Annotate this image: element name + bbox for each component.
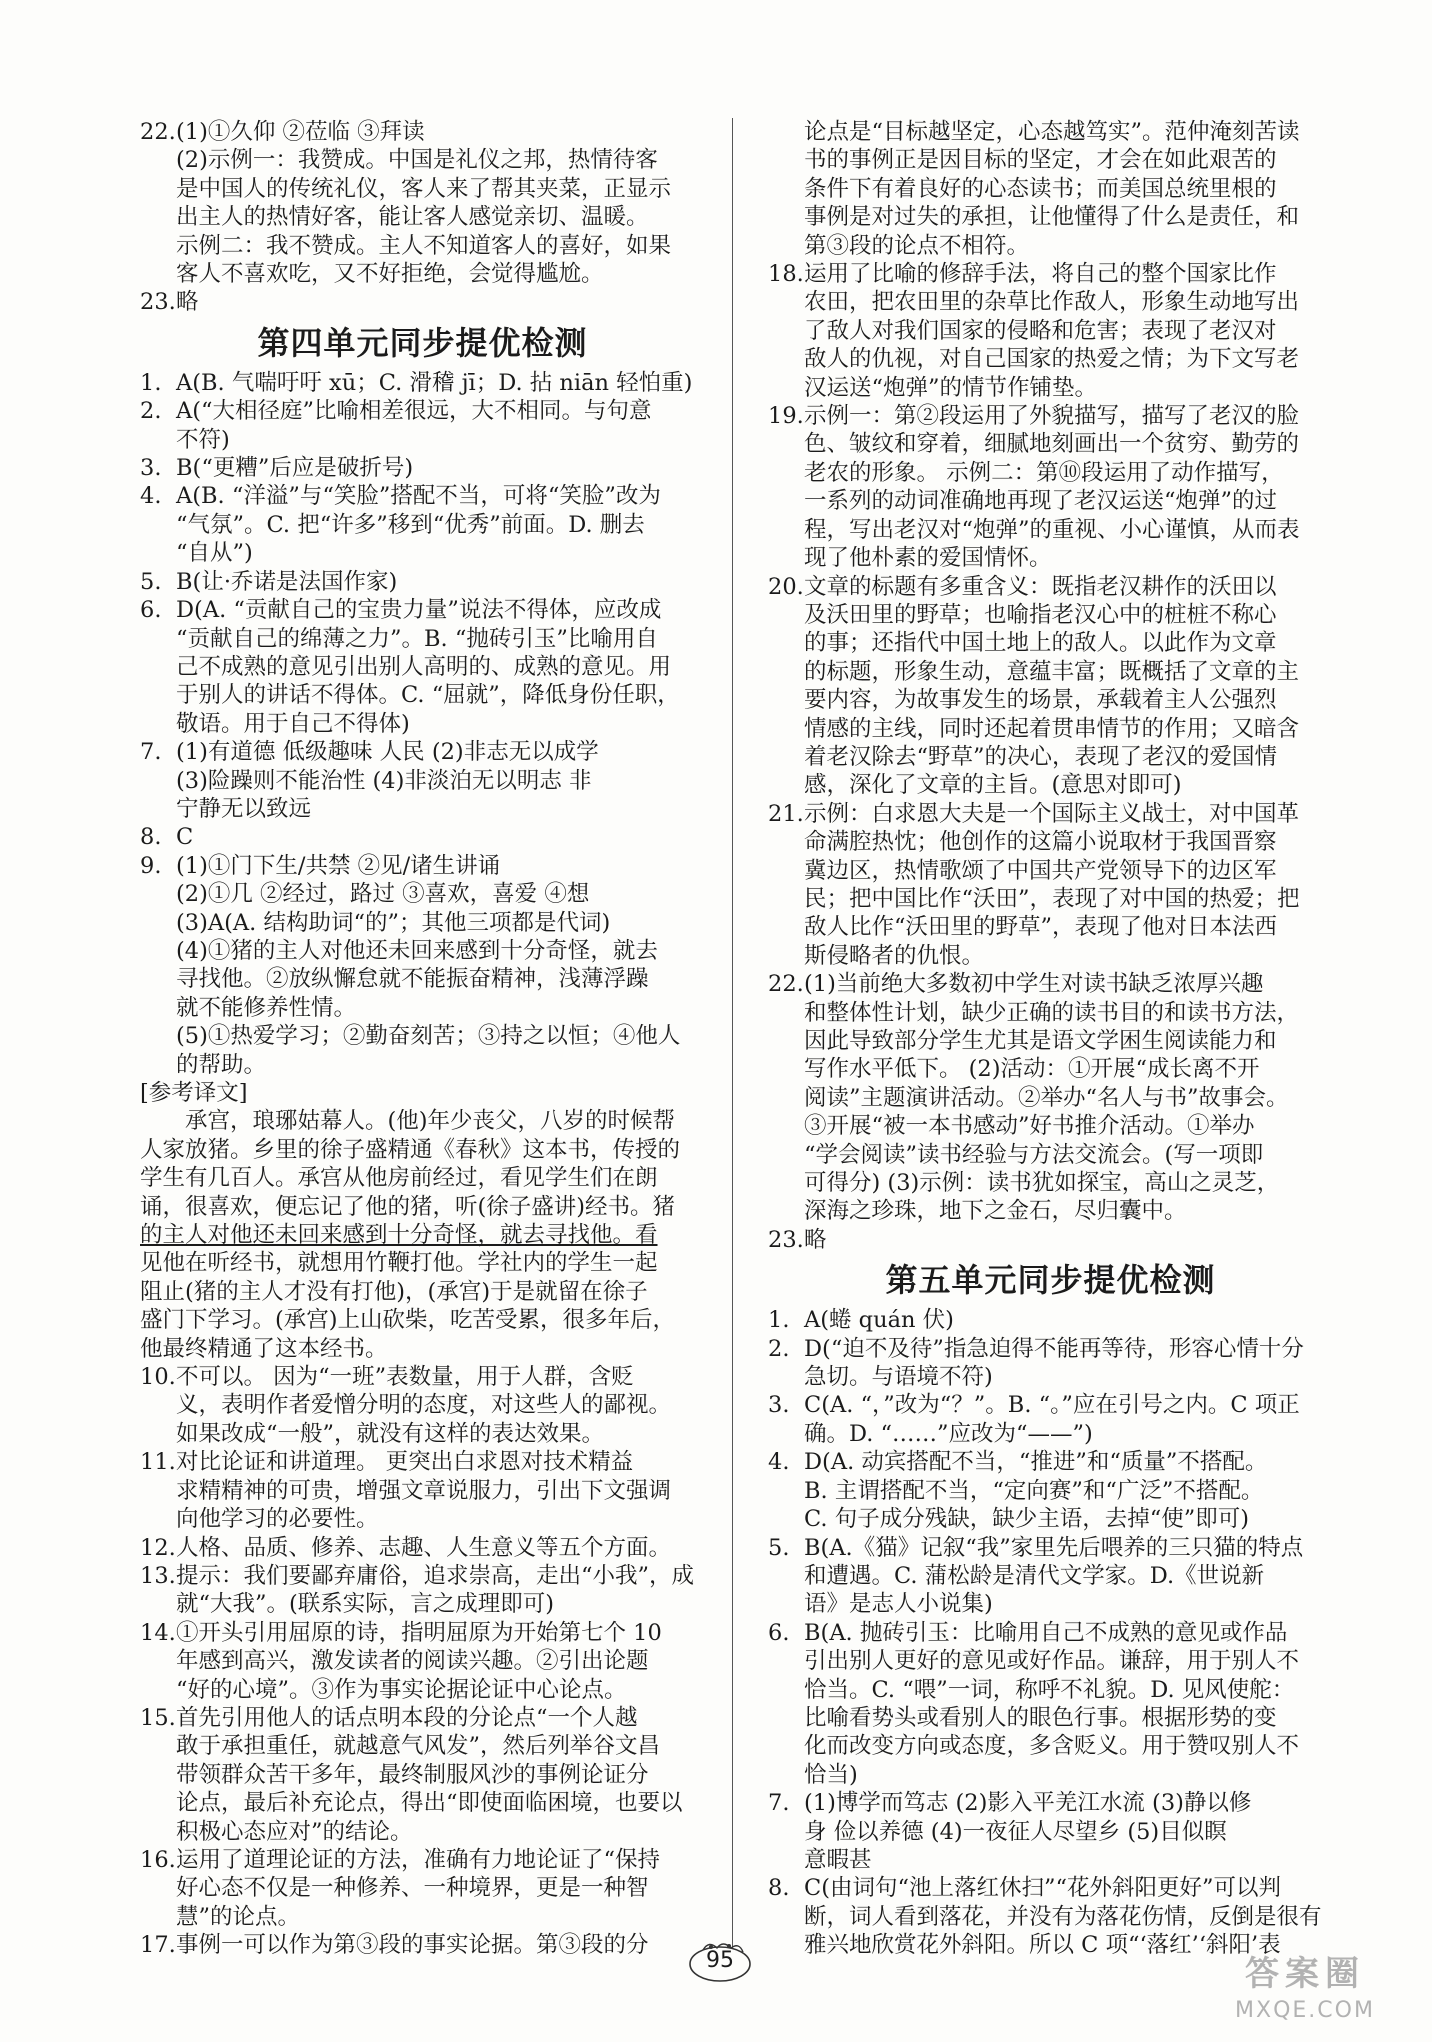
- answer-number: 4.: [140, 483, 162, 510]
- answer-text: [176, 1448, 705, 1533]
- answer-number: 1.: [768, 1307, 790, 1334]
- answer-line: C: [176, 824, 194, 851]
- answer-line: B. 主谓搭配不当，“定向赛”和“广泛”不搭配。: [804, 1477, 1264, 1504]
- answer-line: 要内容，为故事发生的场景，承载着主人公强烈: [804, 687, 1277, 714]
- answer-number: 22.: [140, 119, 176, 145]
- answer-number: 4.: [768, 1449, 790, 1476]
- answer-line: 向他学习的必要性。: [176, 1506, 379, 1533]
- answer-line: D(A. “贡献自己的宝贵力量”说法不得体，应改成: [176, 597, 662, 624]
- answer-number: 3.: [768, 1392, 790, 1419]
- answer-line: 语》是志人小说集): [804, 1591, 993, 1618]
- answer-item: [768, 1226, 1333, 1254]
- translation-line: 诵，很喜欢，便忘记了他的猪，听(徐子盛讲)经书。猪: [140, 1193, 676, 1220]
- answer-number: 9.: [140, 852, 162, 879]
- answer-item: [768, 1335, 1333, 1392]
- answer-number: 14.: [140, 1619, 176, 1646]
- answer-text: [804, 1874, 1333, 1959]
- left-column: [140, 118, 705, 1960]
- answer-line: 汉运送“炮弹”的情节作铺垫。: [804, 374, 1098, 401]
- answer-item: [140, 397, 705, 454]
- answer-item: [140, 1363, 705, 1448]
- translation-line: 见他在听经书，就想用竹鞭打他。学社内的学生一起: [140, 1250, 658, 1277]
- answer-item: [768, 260, 1333, 402]
- answer-text: [176, 1704, 705, 1846]
- translation-line: 承宫，琅琊姑幕人。(他)年少丧父，八岁的时候帮: [185, 1108, 676, 1135]
- answer-item: [140, 369, 705, 397]
- answer-number: 7.: [140, 739, 162, 766]
- answer-number: 18.: [768, 261, 804, 288]
- answer-number: 10.: [140, 1364, 176, 1391]
- answer-line: 深海之珍珠，地下之金石，尽归囊中。: [804, 1198, 1187, 1225]
- answer-line: 的标题，形象生动，意蕴丰富；既概括了文章的主: [804, 658, 1300, 685]
- answer-line: (1)当前绝大多数初中学生对读书缺乏浓厚兴趣: [804, 971, 1264, 998]
- answer-line: 好心态不仅是一种修养、一种境界，更是一种智: [176, 1875, 649, 1902]
- answer-line: 敌人比作“沃田里的野草”，表现了他对日本法西: [804, 914, 1278, 941]
- answer-line: 敌人的仇视，对自己国家的热爱之情；为下文写老: [804, 346, 1300, 373]
- answer-item: [768, 800, 1333, 970]
- answer-line: 比喻看势头或看别人的眼色行事。根据形势的变: [804, 1704, 1277, 1731]
- answer-number: 2.: [140, 398, 162, 425]
- answer-line: 对比论证和讲道理。 更突出白求恩对技术精益: [176, 1449, 634, 1476]
- answer-line: “自从”): [176, 540, 253, 567]
- answer-text: [176, 823, 705, 851]
- answer-line: 略: [804, 1226, 827, 1253]
- answer-text: [176, 1534, 705, 1562]
- answer-number: 7.: [768, 1790, 790, 1817]
- answer-line: D(“迫不及待”指急迫得不能再等待，形容心情十分: [804, 1335, 1304, 1362]
- answer-item: [140, 1931, 705, 1959]
- answer-line: (2)示例一：我赞成。中国是礼仪之邦，热情待客: [176, 147, 658, 174]
- answer-text: [176, 454, 705, 482]
- answer-number: 5.: [140, 568, 162, 595]
- answer-number: 22.: [768, 971, 804, 998]
- answer-number: 3.: [140, 455, 162, 482]
- answer-line: D(A. 动宾搭配不当，“推进”和“质量”不搭配。: [804, 1449, 1268, 1476]
- answer-line: ③开展“被一本书感动”好书推介活动。①举办: [804, 1113, 1255, 1140]
- answer-item: [140, 1619, 705, 1704]
- answer-line: 民；把中国比作“沃田”，表现了对中国的热爱；把: [804, 885, 1300, 912]
- right-column: [768, 118, 1333, 1960]
- answer-line: 农田，把农田里的杂草比作敌人，形象生动地写出: [804, 289, 1300, 316]
- answer-item: [140, 1448, 705, 1533]
- answer-text: [176, 596, 705, 738]
- answer-line: 不可以。 因为“一班”表数量，用于人群，含贬: [176, 1364, 634, 1391]
- answer-line: 事例是对过失的承担，让他懂得了什么是责任，和: [804, 204, 1300, 231]
- answer-line: 色、皱纹和穿着，细腻地刻画出一个贫穷、勤劳的: [804, 431, 1300, 458]
- answer-number: 20.: [768, 573, 804, 600]
- answer-line: 是中国人的传统礼仪，客人来了帮其夹菜，正显示: [176, 175, 672, 202]
- answer-line: ①开头引用屈原的诗，指明屈原为开始第七个 10: [176, 1619, 662, 1646]
- answer-text: [804, 800, 1333, 970]
- answer-line: 提示：我们要鄙弃庸俗，追求崇高，走出“小我”，成: [176, 1562, 695, 1589]
- answer-line: 寻找他。②放纵懈怠就不能振奋精神，浅薄浮躁: [176, 966, 649, 993]
- translation-line: 他最终精通了这本经书。: [140, 1335, 388, 1362]
- answer-line: A(B. “洋溢”与“笑脸”搭配不当，可将“笑脸”改为: [176, 483, 661, 510]
- answer-line: 身 俭以养德 (4)一夜征人尽望乡 (5)目似瞑: [804, 1818, 1227, 1845]
- answer-line: A(“大相径庭”比喻相差很远，大不相同。与句意: [176, 398, 652, 425]
- answer-item: [140, 1562, 705, 1619]
- answer-line: 的事；还指代中国土地上的敌人。以此作为文章: [804, 630, 1277, 657]
- answer-item: [140, 823, 705, 851]
- answer-line: 论点，最后补充论点，得出“即使面临困境，也要以: [176, 1790, 683, 1817]
- answer-line: 一系列的动词准确地再现了老汉运送“炮弹”的过: [804, 488, 1278, 515]
- answer-17-continued: [768, 118, 1333, 260]
- answer-text: [176, 738, 705, 823]
- answer-line: 示例：白求恩大夫是一个国际主义战士，对中国革: [804, 800, 1300, 827]
- answer-text: [176, 852, 705, 1079]
- answer-line: 确。D. “……”应改为“——”): [804, 1420, 1093, 1447]
- answer-text: [804, 1534, 1333, 1619]
- answer-number: 2.: [768, 1335, 790, 1362]
- answer-line: 断，词人看到落花，并没有为落花伤情，反倒是很有: [804, 1903, 1322, 1930]
- answer-line: 急切。与语境不符): [804, 1364, 993, 1391]
- answer-line: 首先引用他人的话点明本段的分论点“一个人越: [176, 1704, 638, 1731]
- answer-line: 宁静无以致远: [176, 795, 312, 822]
- watermark-logo: [1190, 1950, 1420, 2038]
- translation-line: 阻止(猪的主人才没有打他)，(承宫)于是就留在徐子: [140, 1278, 648, 1305]
- answer-line: 求精精神的可贵，增强文章说服力，引出下文强调: [176, 1477, 672, 1504]
- reference-translation-label: [参考译文]: [140, 1080, 248, 1106]
- answer-item: [140, 1846, 705, 1931]
- answer-item: [768, 1448, 1333, 1533]
- answer-line: 示例一：第②段运用了外貌描写，描写了老汉的脸: [804, 403, 1300, 430]
- answer-line: (1)博学而笃志 (2)影入平羌江水流 (3)静以修: [804, 1790, 1252, 1817]
- answer-number: 15.: [140, 1704, 176, 1731]
- answer-item: [768, 1874, 1333, 1959]
- answer-line: (2)①几 ②经过，路过 ③喜欢，喜爱 ④想: [176, 881, 590, 908]
- answer-line: 积极心态应对”的结论。: [176, 1818, 413, 1845]
- reference-translation: [140, 1107, 705, 1363]
- answer-line: 不符): [176, 426, 230, 453]
- answer-text: [804, 1619, 1333, 1789]
- answer-line: “贡献自己的绵薄之力”。B. “抛砖引玉”比喻用自: [176, 625, 658, 652]
- answer-line: (3)险躁则不能治性 (4)非淡泊无以明志 非: [176, 767, 592, 794]
- answer-text: [804, 1448, 1333, 1533]
- answer-text: [176, 1562, 705, 1619]
- answer-line: (1)有道德 低级趣味 人民 (2)非志无以成学: [176, 739, 599, 766]
- answer-line: 情感的主线，同时还起着贯串情节的作用；又暗含: [804, 715, 1300, 742]
- answer-line: (1)①门下生/共禁 ②见/诸生讲诵: [176, 852, 501, 879]
- answer-line: 的帮助。: [176, 1051, 267, 1078]
- answer-text: [176, 482, 705, 567]
- answer-text: [176, 1846, 705, 1931]
- answer-number: 19.: [768, 403, 804, 430]
- answer-number: 6.: [140, 597, 162, 624]
- answer-line: 斯侵略者的仇恨。: [804, 942, 985, 969]
- answer-line: 意暇甚: [804, 1846, 872, 1873]
- answer-text: [176, 288, 705, 316]
- answer-line: 程，写出老汉对“炮弹”的重视、小心谨慎，从而表: [804, 516, 1300, 543]
- answer-text: [804, 1335, 1333, 1392]
- answer-number: 12.: [140, 1534, 176, 1561]
- answer-item: [140, 1534, 705, 1562]
- answer-text: [804, 1789, 1333, 1874]
- answer-line: B(A.《猫》记叙“我”家里先后喂养的三只猫的特点: [804, 1534, 1304, 1561]
- answer-text: [804, 1306, 1333, 1334]
- answer-line: 就“大我”。(联系实际，言之成理即可): [176, 1591, 555, 1618]
- answer-line: 论点是“目标越坚定，心态越笃实”。范仲淹刻苦读: [804, 119, 1300, 145]
- answer-line: 己不成熟的意见引出别人高明的、成熟的意见。用: [176, 653, 672, 680]
- answer-item: [140, 852, 705, 1079]
- section-title-unit5: 第五单元同步提优检测: [885, 1261, 1216, 1300]
- answer-number: 13.: [140, 1562, 176, 1589]
- answer-line: 恰当。C. “喂”一词，称呼不礼貌。D. 见风使舵：: [804, 1676, 1295, 1703]
- answer-line: C. 句子成分残缺，缺少主语，去掉“使”即可): [804, 1506, 1250, 1533]
- answer-line: 命满腔热忱；他创作的这篇小说取材于我国晋察: [804, 829, 1277, 856]
- answer-line: 老农的形象。 示例二：第⑩段运用了动作描写，: [804, 459, 1284, 486]
- answer-text: [176, 568, 705, 596]
- answer-line: “气氛”。C. 把“许多”移到“优秀”前面。D. 删去: [176, 511, 645, 538]
- answer-line: B(“更糟”后应是破折号): [176, 455, 414, 482]
- answer-line: 文章的标题有多重含义：既指老汉耕作的沃田以: [804, 573, 1277, 600]
- answer-line: B(A. 抛砖引玉：比喻用自己不成熟的意见或作品: [804, 1619, 1288, 1646]
- answer-text: [804, 573, 1333, 800]
- translation-line: 人家放猪。乡里的徐子盛精通《春秋》这本书，传授的: [140, 1136, 681, 1163]
- translation-line: 学生有几百人。承宫从他房前经过，看见学生们在朗: [140, 1165, 658, 1192]
- answer-item: [140, 1704, 705, 1846]
- answer-line: 出主人的热情好客，能让客人感觉亲切、温暖。: [176, 204, 649, 231]
- answer-item: [140, 596, 705, 738]
- answer-line: 化而改变方向或态度，多含贬义。用于赞叹别人不: [804, 1733, 1300, 1760]
- answer-text: [804, 1391, 1333, 1448]
- answer-item: [140, 738, 705, 823]
- answer-item: [768, 573, 1333, 800]
- answer-item: [768, 970, 1333, 1226]
- answer-line: 雅兴地欣赏花外斜阳。所以 C 项“‘落红’‘斜阳’表: [804, 1932, 1281, 1959]
- answer-item: [140, 568, 705, 596]
- answer-line: 客人不喜欢吃，又不好拒绝，会觉得尴尬。: [176, 261, 604, 288]
- answer-line: 冀边区，热情歌颂了中国共产党领导下的边区军: [804, 857, 1277, 884]
- answer-item: [768, 1789, 1333, 1874]
- answer-line: 敬语。用于自己不得体): [176, 710, 410, 737]
- answer-line: 因此导致部分学生尤其是语文学困生阅读能力和: [804, 1028, 1277, 1054]
- answer-line: 运用了道理论证的方法，准确有力地论证了“保持: [176, 1846, 661, 1873]
- answer-number: 23.: [768, 1226, 804, 1253]
- answer-text: [176, 397, 705, 454]
- answer-line: 条件下有着良好的心态读书；而美国总统里根的: [804, 175, 1277, 202]
- page-number: 95: [706, 1948, 734, 1973]
- answer-line: 现了他朴素的爱国情怀。: [804, 545, 1052, 572]
- answer-number: 6.: [768, 1619, 790, 1646]
- answer-line: 恰当): [804, 1761, 858, 1788]
- answer-line: 敢于承担重任，就越意气风发”，然后列举谷文昌: [176, 1733, 661, 1760]
- answer-number: 16.: [140, 1846, 176, 1873]
- answer-number: 5.: [768, 1534, 790, 1561]
- answer-item: [140, 118, 705, 288]
- answer-item: [768, 1534, 1333, 1619]
- answer-line: 及沃田里的野草；也喻指老汉心中的桩桩不称心: [804, 601, 1277, 628]
- answer-text: [176, 1363, 705, 1448]
- answer-text: [176, 369, 705, 397]
- answer-line: 义，表明作者爱憎分明的态度，对这些人的鄙视。: [176, 1392, 672, 1419]
- answer-line: (1)①久仰 ②莅临 ③拜读: [176, 119, 425, 145]
- answer-line: 着老汉除去“野草”的决心，表现了老汉的爱国情: [804, 743, 1278, 770]
- answer-line: 和整体性计划，缺少正确的读书目的和读书方法，: [804, 999, 1300, 1026]
- answer-line: 阅读”主题演讲活动。②举办“名人与书”故事会。: [804, 1084, 1289, 1111]
- answer-item: [140, 288, 705, 316]
- answer-line: A(蜷 quán 伏): [804, 1307, 954, 1334]
- answer-line: 示例二：我不赞成。主人不知道客人的喜好，如果: [176, 232, 672, 259]
- answer-line: 写作水平低下。 (2)活动：①开展“成长离不开: [804, 1056, 1260, 1083]
- answer-text: [804, 970, 1333, 1226]
- page-number-badge: [685, 1938, 755, 1984]
- column-divider: [732, 118, 733, 1948]
- answer-text: [804, 260, 1333, 402]
- answer-item: [140, 482, 705, 567]
- answer-line: “好的心境”。③作为事实论据论证中心论点。: [176, 1676, 627, 1703]
- answer-text: [804, 1226, 1333, 1254]
- answer-line: 第③段的论点不相符。: [804, 232, 1030, 259]
- answer-line: C(A. “，”改为“？”。B. “。”应在引号之内。C 项正: [804, 1392, 1300, 1419]
- answer-item: [768, 1306, 1333, 1334]
- answer-number: 1.: [140, 369, 162, 396]
- answer-number: 21.: [768, 800, 804, 827]
- answer-number: 17.: [140, 1932, 176, 1959]
- answer-line: B(让·乔诺是法国作家): [176, 568, 398, 595]
- answer-line: 年感到高兴，激发读者的阅读兴趣。②引出论题: [176, 1648, 649, 1675]
- section-title-unit4: 第四单元同步提优检测: [257, 323, 588, 362]
- answer-item: [768, 1619, 1333, 1789]
- answer-item: [140, 454, 705, 482]
- answer-line: 感，深化了文章的主旨。(意思对即可): [804, 772, 1182, 799]
- answer-line: 带领群众苦干多年，最终制服风沙的事例论证分: [176, 1761, 649, 1788]
- answer-line: 于别人的讲话不得体。C. “屈就”，降低身份任职，: [176, 682, 680, 709]
- answer-number: 8.: [140, 824, 162, 851]
- translation-line: 的主人对他还未回来感到十分奇怪，就去寻找他。看: [140, 1222, 658, 1249]
- answer-line: (4)①猪的主人对他还未回来感到十分奇怪，就去: [176, 937, 658, 964]
- answer-line: 略: [176, 289, 199, 316]
- answer-text: [804, 402, 1333, 572]
- answer-line: (5)①热爱学习；②勤奋刻苦；③持之以恒；④他人: [176, 1023, 681, 1050]
- answer-item: [768, 402, 1333, 572]
- answer-line: 如果改成“一般”，就没有这样的表达效果。: [176, 1420, 605, 1447]
- answer-text: [176, 118, 705, 288]
- answer-line: 事例一可以作为第③段的事实论据。第③段的分: [176, 1932, 649, 1959]
- answer-line: 慧”的论点。: [176, 1903, 301, 1930]
- translation-line: 盛门下学习。(承宫)上山砍柴，吃苦受累，很多年后，: [140, 1307, 676, 1334]
- answer-line: 人格、品质、修养、志趣、人生意义等五个方面。: [176, 1534, 672, 1561]
- answer-line: 了敌人对我们国家的侵略和危害；表现了老汉对: [804, 317, 1277, 344]
- answer-line: A(B. 气喘吁吁 xū；C. 滑稽 jī；D. 拈 niān 轻怕重): [176, 369, 693, 396]
- answer-line: 可得分) (3)示例：读书犹如探宝，高山之灵芝，: [804, 1170, 1280, 1197]
- answer-text: [176, 1931, 705, 1959]
- answer-line: C(由词句“池上落红休扫”“花外斜阳更好”可以判: [804, 1875, 1282, 1902]
- answer-line: 引出别人更好的意见或好作品。谦辞，用于别人不: [804, 1648, 1300, 1675]
- answer-number: 23.: [140, 289, 176, 316]
- answer-item: [768, 1391, 1333, 1448]
- watermark-sub: MXQE.COM: [1235, 1998, 1375, 2023]
- answer-number: 11.: [140, 1449, 176, 1476]
- answer-line: 和遭遇。C. 蒲松龄是清代文学家。D.《世说新: [804, 1562, 1265, 1589]
- answer-number: 8.: [768, 1875, 790, 1902]
- answer-text: [176, 1619, 705, 1704]
- answer-line: 就不能修养性情。: [176, 994, 357, 1021]
- watermark-main: 答案圈: [1245, 1954, 1365, 1994]
- answer-line: “学会阅读”读书经验与方法交流会。(写一项即: [804, 1141, 1264, 1168]
- answer-line: (3)A(A. 结构助词“的”；其他三项都是代词): [176, 909, 611, 936]
- answer-line: 书的事例正是因目标的坚定，才会在如此艰苦的: [804, 147, 1277, 174]
- answer-line: 运用了比喻的修辞手法，将自己的整个国家比作: [804, 261, 1277, 288]
